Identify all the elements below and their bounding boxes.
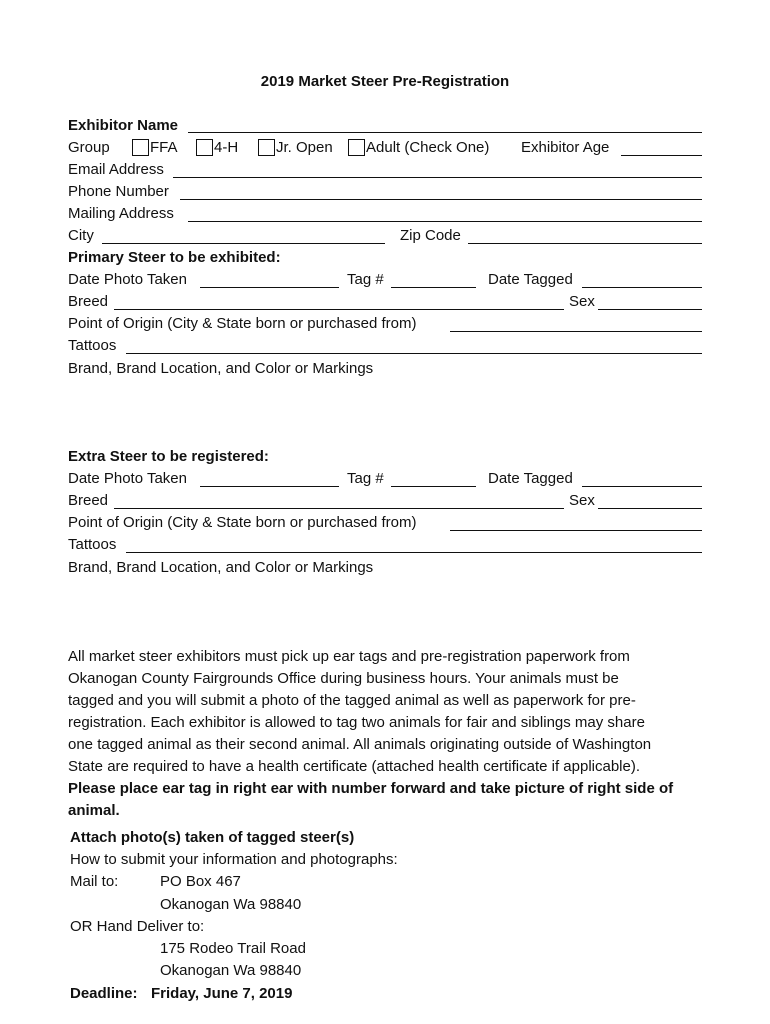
city-label: City bbox=[68, 227, 94, 244]
email-label: Email Address bbox=[68, 161, 164, 178]
instruction-line: State are required to have a health certificate (attached health certificate if applicable). bbox=[68, 758, 640, 775]
primary-sex-field[interactable] bbox=[598, 309, 702, 310]
email-field[interactable] bbox=[173, 177, 702, 178]
extra-date-photo-label: Date Photo Taken bbox=[68, 470, 187, 487]
extra-brand-label: Brand, Brand Location, and Color or Markings bbox=[68, 559, 374, 576]
exhibitor-age-field[interactable] bbox=[621, 155, 702, 156]
extra-date-tagged-field[interactable] bbox=[582, 486, 702, 487]
adult-checkbox[interactable] bbox=[348, 139, 365, 156]
how-to-submit-label: How to submit your information and photographs: bbox=[70, 851, 398, 868]
primary-tattoos-label: Tattoos bbox=[68, 337, 117, 354]
mailing-address-label: Mailing Address bbox=[68, 205, 174, 222]
group-label: Group bbox=[68, 139, 110, 156]
primary-breed-label: Breed bbox=[68, 293, 109, 310]
exhibitor-name-field[interactable] bbox=[188, 132, 702, 133]
jr-open-checkbox[interactable] bbox=[258, 139, 275, 156]
instruction-line: one tagged animal as their second animal. All animals originating outside of Washington bbox=[68, 736, 652, 753]
extra-date-photo-field[interactable] bbox=[200, 486, 339, 487]
primary-date-photo-label: Date Photo Taken bbox=[68, 271, 187, 288]
page-title: 2019 Market Steer Pre-Registration bbox=[260, 73, 510, 90]
deadline-label: Deadline: bbox=[70, 985, 138, 1002]
extra-breed-label: Breed bbox=[68, 492, 109, 509]
mailing-address-field[interactable] bbox=[188, 221, 702, 222]
zip-label: Zip Code bbox=[400, 227, 461, 244]
extra-date-tagged-label: Date Tagged bbox=[488, 470, 573, 487]
extra-tattoos-field[interactable] bbox=[126, 552, 702, 553]
primary-breed-field[interactable] bbox=[114, 309, 564, 310]
primary-sex-label: Sex bbox=[569, 293, 595, 310]
ear-tag-instruction: animal. bbox=[68, 802, 120, 819]
primary-origin-field[interactable] bbox=[450, 331, 702, 332]
primary-brand-label: Brand, Brand Location, and Color or Markings bbox=[68, 360, 374, 377]
primary-date-tagged-label: Date Tagged bbox=[488, 271, 573, 288]
phone-label: Phone Number bbox=[68, 183, 169, 200]
ffa-checkbox[interactable] bbox=[132, 139, 149, 156]
mail-to-label: Mail to: bbox=[70, 873, 119, 890]
extra-tag-field[interactable] bbox=[391, 486, 476, 487]
extra-origin-label: Point of Origin (City & State born or purchased from) bbox=[68, 514, 417, 531]
instruction-line: registration. Each exhibitor is allowed to tag two animals for fair and siblings may share bbox=[68, 714, 645, 731]
mail-address-line2: Okanogan Wa 98840 bbox=[160, 896, 302, 913]
4h-label: 4-H bbox=[214, 139, 239, 156]
extra-origin-field[interactable] bbox=[450, 530, 702, 531]
extra-tattoos-label: Tattoos bbox=[68, 536, 117, 553]
instruction-line: All market steer exhibitors must pick up ear tags and pre-registration paperwork from bbox=[68, 648, 630, 665]
jr-open-label: Jr. Open bbox=[276, 139, 333, 156]
instructions-paragraph bbox=[68, 646, 708, 822]
hand-address-line1: 175 Rodeo Trail Road bbox=[160, 940, 306, 957]
hand-address-line2: Okanogan Wa 98840 bbox=[160, 962, 302, 979]
primary-date-tagged-field[interactable] bbox=[582, 287, 702, 288]
ffa-label: FFA bbox=[150, 139, 178, 156]
extra-steer-heading: Extra Steer to be registered: bbox=[68, 448, 269, 465]
extra-breed-field[interactable] bbox=[114, 508, 564, 509]
primary-tag-label: Tag # bbox=[347, 271, 384, 288]
exhibitor-age-label: Exhibitor Age bbox=[521, 139, 610, 156]
primary-date-photo-field[interactable] bbox=[200, 287, 339, 288]
exhibitor-name-label: Exhibitor Name bbox=[68, 117, 179, 134]
phone-field[interactable] bbox=[180, 199, 702, 200]
attach-photo-label: Attach photo(s) taken of tagged steer(s) bbox=[70, 829, 355, 846]
primary-tag-field[interactable] bbox=[391, 287, 476, 288]
extra-tag-label: Tag # bbox=[347, 470, 384, 487]
deadline-value: Friday, June 7, 2019 bbox=[151, 985, 293, 1002]
hand-deliver-label: OR Hand Deliver to: bbox=[70, 918, 205, 935]
zip-field[interactable] bbox=[468, 243, 702, 244]
primary-origin-label: Point of Origin (City & State born or purchased from) bbox=[68, 315, 417, 332]
adult-label: Adult (Check One) bbox=[366, 139, 490, 156]
instruction-line: tagged and you will submit a photo of the tagged animal as well as paperwork for pre- bbox=[68, 692, 636, 709]
extra-sex-field[interactable] bbox=[598, 508, 702, 509]
instruction-line: Okanogan County Fairgrounds Office during business hours. Your animals must be bbox=[68, 670, 619, 687]
primary-steer-heading: Primary Steer to be exhibited: bbox=[68, 249, 281, 266]
extra-sex-label: Sex bbox=[569, 492, 595, 509]
mail-address-line1: PO Box 467 bbox=[160, 873, 241, 890]
primary-tattoos-field[interactable] bbox=[126, 353, 702, 354]
4h-checkbox[interactable] bbox=[196, 139, 213, 156]
city-field[interactable] bbox=[102, 243, 385, 244]
ear-tag-instruction: Please place ear tag in right ear with number forward and take picture of right side of bbox=[68, 780, 674, 797]
